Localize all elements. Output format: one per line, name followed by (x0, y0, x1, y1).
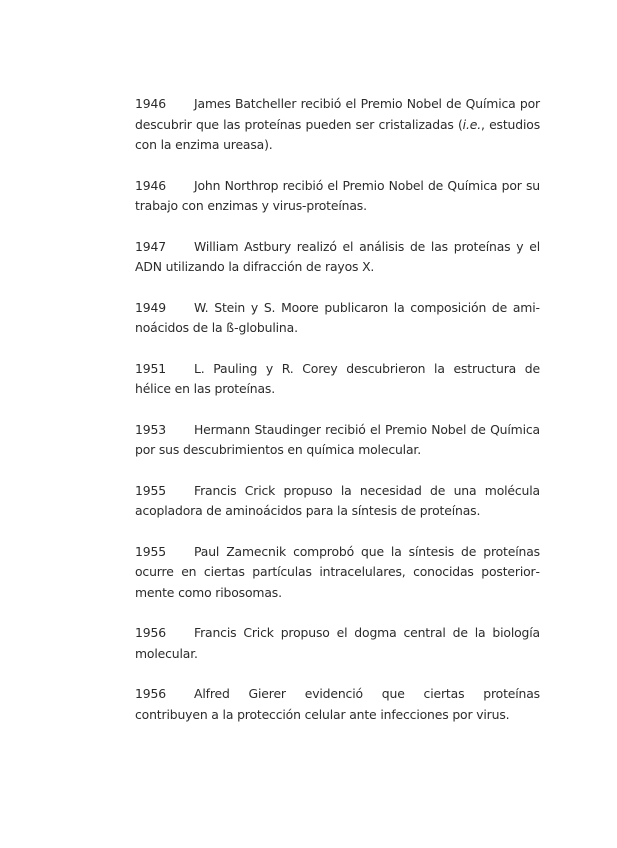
timeline-entry (135, 684, 540, 725)
timeline-entry (135, 359, 540, 400)
timeline-entry (135, 420, 540, 461)
entry-year: 1956 (135, 686, 166, 701)
entry-text: Alfred Gierer evidenció que ciertas proteínas contribuyen a la protección celular ante infecciones por virus. (135, 686, 540, 722)
entry-text-part: James Batcheller recibió el Premio Nobel de Química por descubrir que las proteínas pueden ser cristalizadas ( (135, 96, 540, 132)
timeline-entry (135, 237, 540, 278)
entry-year: 1947 (135, 238, 166, 254)
entry-text: Francis Crick propuso la necesidad de una molécula acopladora de aminoácidos para la síntesis de proteínas. (135, 482, 540, 518)
entry-text: Paul Zamecnik comprobó que la síntesis de proteínas ocurre en ciertas partículas intracelulares, conocidas posteriormente como ribosomas. (135, 543, 540, 600)
timeline-entry (135, 542, 540, 604)
timeline-entry (135, 176, 540, 217)
entry-year: 1946 (135, 177, 166, 193)
entry-text: Hermann Staudinger recibió el Premio Nobel de Química por sus descubrimientos en química molecular. (135, 421, 540, 457)
entry-text-part: , estudios con la enzima ureasa). (135, 116, 541, 152)
timeline-entry (135, 298, 540, 339)
timeline-list (135, 94, 540, 745)
entry-year: 1956 (135, 625, 166, 640)
entry-text-italic: i.e. (462, 116, 482, 132)
entry-year: 1955 (135, 543, 166, 559)
timeline-entry (135, 623, 540, 664)
entry-text: Francis Crick propuso el dogma central de la biología molecular. (135, 625, 540, 661)
entry-year: 1955 (135, 482, 166, 498)
timeline-entry (135, 481, 540, 522)
entry-year: 1951 (135, 360, 166, 376)
entry-year: 1949 (135, 299, 166, 315)
entry-text: L. Pauling y R. Corey descubrieron la estructura de hélice en las proteínas. (135, 360, 540, 396)
entry-year: 1953 (135, 421, 166, 437)
entry-text: John Northrop recibió el Premio Nobel de Química por su trabajo con enzimas y virus-proteínas. (135, 177, 540, 213)
timeline-entry (135, 94, 540, 156)
entry-text: W. Stein y S. Moore publicaron la composición de aminoácidos de la ß-globulina. (135, 299, 540, 335)
entry-year: 1946 (135, 96, 166, 111)
entry-text: William Astbury realizó el análisis de las proteínas y el ADN utilizando la difracción de rayos X. (135, 238, 540, 274)
